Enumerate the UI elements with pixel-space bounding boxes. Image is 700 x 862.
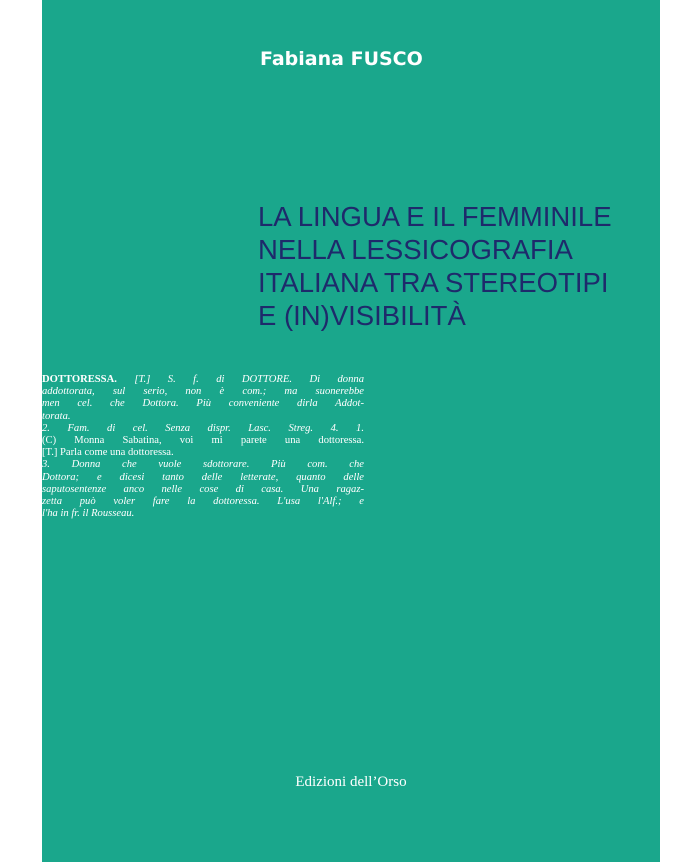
excerpt-line: l'ha in fr. il Rousseau. bbox=[42, 508, 135, 520]
dictionary-excerpt bbox=[42, 374, 364, 520]
excerpt-line: Dottora; e dicesi tanto delle letterate, quanto delle bbox=[42, 471, 364, 483]
author-name: Fabiana FUSCO bbox=[260, 48, 423, 70]
excerpt-line: men cel. che Dottora. Più conveniente dirla Addot- bbox=[42, 398, 364, 410]
excerpt-line bbox=[42, 374, 364, 386]
excerpt-line: addottorata, sul serio, non è com.; ma suonerebbe bbox=[42, 386, 364, 398]
title-line: E (IN)VISIBILITÀ bbox=[258, 300, 466, 331]
excerpt-line: (C) Monna Sabatina, voi mi parete una dottoressa. bbox=[42, 435, 364, 447]
book-cover bbox=[42, 0, 660, 862]
title-line: LA LINGUA E IL FEMMINILE bbox=[258, 201, 612, 232]
title-line: ITALIANA TRA STEREOTIPI bbox=[258, 267, 609, 298]
book-title bbox=[258, 200, 653, 332]
excerpt-line: 2. Fam. di cel. Senza dispr. Lasc. Streg. 4. 1. bbox=[42, 422, 364, 434]
excerpt-line: [T.] Parla come una dottoressa. bbox=[42, 447, 174, 459]
excerpt-line: torata. bbox=[42, 410, 71, 422]
title-line: NELLA LESSICOGRAFIA bbox=[258, 234, 573, 265]
publisher-name: Edizioni dell’Orso bbox=[295, 774, 407, 790]
excerpt-headword: DOTTORESSA. bbox=[42, 374, 117, 385]
excerpt-line-text: [T.] S. f. di DOTTORE. Di donna bbox=[134, 374, 364, 385]
excerpt-line: 3. Donna che vuole sdottorare. Più com. che bbox=[42, 459, 364, 471]
excerpt-line: saputosentenze anco nelle cose di casa. Una ragaz- bbox=[42, 483, 364, 495]
excerpt-line: zetta può voler fare la dottoressa. L'usa l'Alf.; e bbox=[42, 496, 364, 508]
